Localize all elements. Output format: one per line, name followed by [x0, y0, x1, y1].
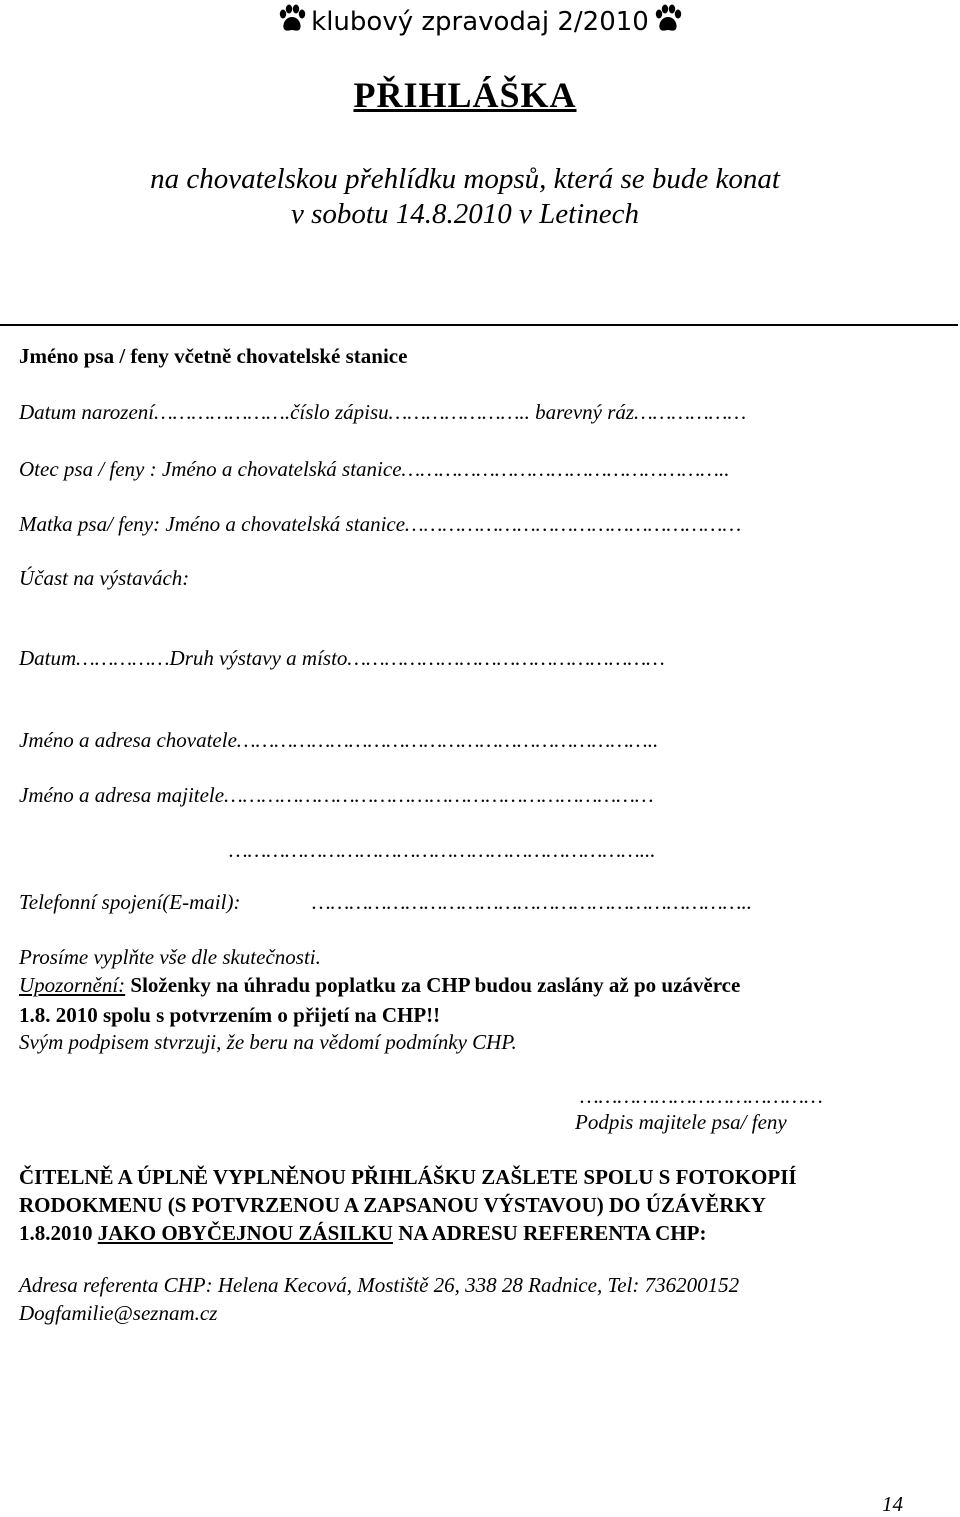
referent-address: Adresa referenta CHP: Helena Kecová, Mostiště 26, 338 28 Radnice, Tel: 736200152	[19, 1273, 740, 1297]
instructions-line-1: ČITELNĚ A ÚPLNĚ VYPLNĚNOU PŘIHLÁŠKU ZAŠLETE SPOLU S FOTOKOPIÍ	[19, 1165, 797, 1189]
divider	[0, 324, 958, 326]
signature-dots: …………………………………	[580, 1084, 823, 1108]
owner-continuation: …………………………………………………………...	[229, 838, 656, 862]
subtitle-line-2: v sobotu 14.8.2010 v Letinech	[291, 198, 639, 230]
instructions-line-3	[19, 1221, 706, 1246]
show-date-line: Datum……………Druh výstavy a místo……………………………………………	[19, 646, 665, 670]
dog-name-label: Jméno psa / feny včetně chovatelské stanice	[19, 344, 408, 368]
breeder-line: Jméno a adresa chovatele…………………………………………………………..	[19, 728, 659, 752]
birth-line: Datum narození………………….číslo zápisu………………….. barevný ráz………………	[19, 400, 747, 424]
ordinary-mail-text: JAKO OBYČEJNOU ZÁSILKU	[97, 1221, 393, 1245]
warning-label: Upozornění:	[19, 973, 126, 997]
address-intro-text: NA ADRESU REFERENTA CHP:	[392, 1221, 707, 1245]
warning-text: Složenky na úhradu poplatku za CHP budou zaslány až po uzávěrce	[125, 973, 741, 997]
subtitle-line-1: na chovatelskou přehlídku mopsů, která se bude konat	[150, 163, 780, 195]
warning-line	[19, 973, 740, 998]
phone-dots: ……………………………………………………………..	[312, 890, 752, 914]
fill-all-note: Prosíme vyplňte vše dle skutečnosti.	[19, 945, 321, 969]
phone-label: Telefonní spojení(E-mail):	[19, 890, 241, 914]
shows-label: Účast na výstavách:	[19, 566, 190, 590]
header-text: klubový zpravodaj 2/2010	[311, 7, 649, 37]
signature-label: Podpis majitele psa/ feny	[575, 1110, 787, 1134]
paw-icon	[653, 4, 683, 34]
instructions-line-2: RODOKMENU (S POTVRZENOU A ZAPSANOU VÝSTAVOU) DO ÚZÁVĚRKY	[19, 1193, 766, 1217]
deadline-text: 1.8.2010	[19, 1221, 98, 1245]
referent-email: Dogfamilie@seznam.cz	[19, 1301, 218, 1325]
paw-icon	[277, 4, 307, 34]
mother-line: Matka psa/ feny: Jméno a chovatelská stanice………………………………………………	[19, 512, 742, 536]
owner-line: Jméno a adresa majitele……………………………………………………………	[19, 783, 654, 807]
signature-note: Svým podpisem stvrzuji, že beru na vědomí podmínky CHP.	[19, 1030, 517, 1054]
father-line: Otec psa / feny : Jméno a chovatelská stanice……………………………………………..	[19, 457, 730, 481]
page-header	[0, 4, 960, 40]
page-number: 14	[882, 1492, 903, 1516]
page-title: PŘIHLÁŠKA	[353, 75, 577, 115]
warning-text-cont: 1.8. 2010 spolu s potvrzením o přijetí na CHP!!	[19, 1003, 441, 1027]
